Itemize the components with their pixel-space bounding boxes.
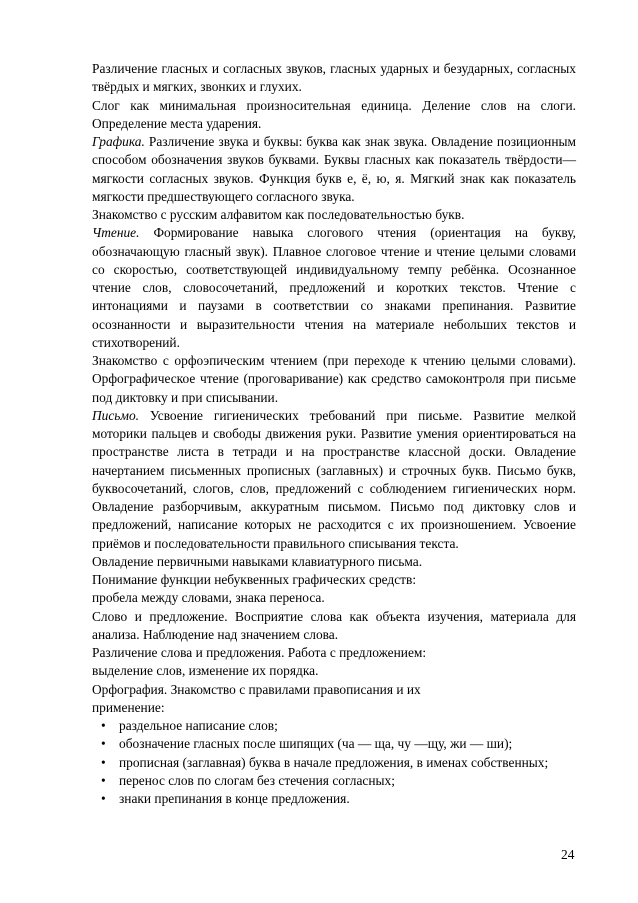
bullet-icon: • xyxy=(101,772,106,788)
paragraph-graphics: Графика. Различение звука и буквы: буква как знак звука. Овладение позиционным способом обозначения звуков буквами. Буквы гласных как показатель твёрдости—мягкости согласных звуков. Функция букв е, ё, ю, я. Мягкий знак как показатель мягкости предшествующего согласного звука. xyxy=(92,134,576,204)
line-space-hyphen: пробела между словами, знака переноса. xyxy=(92,590,325,606)
paragraph-orthoepic: Знакомство с орфоэпическим чтением (при переходе к чтению целыми словами). Орфографическое чтение (проговаривание) как средство самоконтроля при письме под диктовку и при списывании. xyxy=(92,353,576,405)
bullet-icon: • xyxy=(101,736,106,752)
bullet-icon: • xyxy=(101,718,106,733)
line-application: применение: xyxy=(92,699,165,715)
list-item: • раздельное написание слов; xyxy=(92,717,576,735)
rules-list xyxy=(92,717,576,808)
paragraph-word-sentence: Слово и предложение. Восприятие слова как объекта изучения, материала для анализа. Наблюдение над значением слова. xyxy=(92,608,576,642)
bullet-icon: • xyxy=(101,791,106,806)
list-item: • знаки препинания в конце предложения. xyxy=(92,790,576,808)
heading-reading: Чтение. xyxy=(92,225,140,241)
page-number: 24 xyxy=(561,847,575,862)
paragraph-keyboard: Овладение первичными навыками клавиатурного письма. xyxy=(92,553,423,569)
paragraph-alphabet: Знакомство с русским алфавитом как последовательностью букв. xyxy=(92,207,465,222)
paragraph-writing: Письмо. Усвоение гигиенических требований при письме. Развитие мелкой моторики пальцев и свободы движения руки. Развитие умения ориентироваться на пространстве листа в тетради и на пространстве классной доски. Овладение начертанием письменных прописных (заглавных) и строчных букв. Письмо букв, буквосочетаний, слогов, слов, предложений с соблюдением гигиенических норм. Овладение разборчивым, аккуратным письмом. Письмо под диктовку слов и предложений, написание которых не расходится с их произношением. Усвоение приёмов и последовательности правильного списывания текста. xyxy=(92,407,576,551)
heading-writing: Письмо. xyxy=(92,407,139,423)
paragraph-vowels-consonants: Различение гласных и согласных звуков, гласных ударных и безударных, согласных твёрдых и мягких, звонких и глухих. xyxy=(92,61,576,95)
line-orthography: Орфография. Знакомство с правилами правописания и их xyxy=(92,681,421,697)
paragraph-syllable: Слог как минимальная произносительная единица. Деление слов на слоги. Определение места ударения. xyxy=(92,97,576,131)
bullet-icon: • xyxy=(101,754,106,770)
line-sentence-work: Различение слова и предложения. Работа с предложением: xyxy=(92,645,427,660)
list-item: • прописная (заглавная) буква в начале предложения, в именах собственных; xyxy=(92,754,576,772)
document-body xyxy=(92,60,576,808)
heading-graphics: Графика. xyxy=(92,134,145,149)
paragraph-reading: Чтение. Формирование навыка слогового чтения (ориентация на букву, обозначающую гласный звук). Плавное слоговое чтение и чтение целыми словами со скоростью, соответствующей индивидуальному темпу ребёнка. Осознанное чтение слов, словосочетаний, предложений и коротких текстов. Чтение с интонациями и паузами в соответствии со знаками препинания. Развитие осознанности и выразительности чтения на материале небольших текстов и стихотворений. xyxy=(92,225,576,350)
list-item: • обозначение гласных после шипящих (ча — ща, чу —щу, жи — ши); xyxy=(92,735,576,753)
line-graphic-means: Понимание функции небуквенных графических средств: xyxy=(92,572,417,587)
line-word-order: выделение слов, изменение их порядка. xyxy=(92,663,319,679)
list-item: • перенос слов по слогам без стечения согласных; xyxy=(92,772,576,790)
